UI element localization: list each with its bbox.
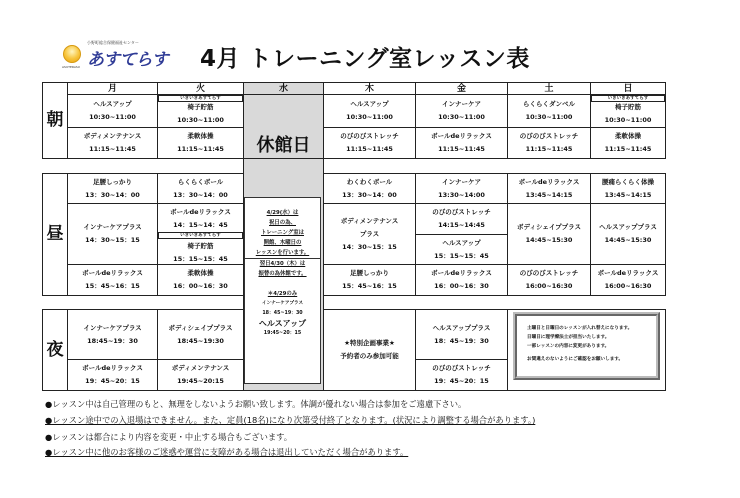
lesson-cell — [67, 127, 158, 159]
day-header-mon: 月 — [67, 82, 158, 95]
holiday-notice — [244, 197, 321, 384]
lesson-cell — [67, 203, 158, 265]
lesson-name: ボディシェイププラス — [168, 323, 233, 332]
lesson-name: インナーケア — [442, 177, 481, 186]
notice-line: お間違えのないようにご確認をお願いします。 — [527, 357, 624, 362]
lesson-time: 11:15~11:45 — [525, 145, 573, 153]
lesson-time: 18:45~19:30 — [177, 336, 224, 345]
lesson-name: インナーケアプラス — [83, 323, 142, 332]
notice-lesson-name: ヘルスアップ — [258, 319, 307, 328]
lesson-cell — [67, 264, 158, 296]
ikiiki-tag: いきいきあすてらす — [591, 95, 665, 102]
lesson-cell — [157, 264, 244, 296]
special-event-cell — [323, 309, 416, 391]
lesson-cell — [323, 127, 416, 159]
lesson-name: のびのびストレッチ — [340, 132, 399, 140]
lesson-cell — [323, 203, 416, 265]
lesson-time: 10:30~11:00 — [438, 113, 485, 121]
lesson-cell — [415, 173, 508, 204]
lesson-name: ボールdeリラックス — [431, 269, 492, 277]
special-event-note: 予約者のみ参加可能 — [340, 352, 399, 360]
lesson-cell — [590, 203, 666, 265]
lesson-time: 11:15~11:45 — [89, 145, 136, 153]
lesson-time: 15：15~15：45 — [434, 251, 489, 260]
lesson-cell — [507, 127, 591, 159]
lesson-time: 16:00~16:30 — [525, 282, 573, 290]
day-header-fri: 金 — [415, 82, 508, 95]
period-evening — [42, 309, 68, 391]
notice-line: 振替の為休館です。 — [258, 271, 307, 277]
lesson-time: 11:15~11:45 — [177, 145, 224, 153]
lesson-time: 10:30~11:00 — [346, 113, 393, 121]
lesson-name-line2: プラス — [359, 229, 380, 238]
lesson-name: 柔軟体操 — [187, 132, 214, 140]
lesson-name: 柔軟体操 — [615, 132, 641, 140]
lesson-cell — [157, 173, 244, 204]
period-label: 朝 — [46, 110, 64, 130]
footnote: ●レッスン中は自己管理のもと、無理をしないようお願い致します。体調が優れない場合は参加をご遠慮下さい。 — [45, 399, 467, 409]
lesson-time: 15：45~16：15 — [342, 282, 397, 290]
lesson-cell — [323, 173, 416, 204]
lesson-cell — [507, 264, 591, 296]
lesson-name: ヘルスアッププラス — [432, 323, 491, 332]
footnote: ●レッスン中に他のお客様のご迷惑や運営に支障がある場合は退出していただく場合があります。 — [45, 447, 409, 457]
lesson-name: 柔軟体操 — [187, 269, 214, 277]
lesson-cell — [415, 264, 508, 296]
lesson-time: 14：15~14：45 — [173, 221, 228, 229]
lesson-time: 18:45~19：30 — [87, 336, 138, 345]
lesson-time: 19：45~20：15 — [85, 377, 140, 385]
lesson-time: 14:15~14:45 — [438, 221, 485, 229]
lesson-cell — [415, 127, 508, 159]
notice-line: 一部レッスンの内容に変更があります。 — [527, 344, 610, 349]
lesson-time: 11:15~11:45 — [438, 145, 485, 153]
lesson-cell — [415, 309, 508, 360]
day-header-tue: 火 — [157, 82, 244, 95]
lesson-time: 10:30~11:00 — [89, 113, 136, 121]
lesson-time: 13：30~14：00 — [342, 190, 397, 199]
lesson-cell — [415, 94, 508, 128]
lesson-cell — [67, 359, 158, 391]
lesson-name: ボディメンテナンス — [83, 132, 142, 140]
notice-lesson-time: 19:45~20：15 — [263, 331, 302, 336]
lesson-time: 10:30~11:00 — [177, 116, 224, 124]
lesson-cell — [157, 203, 244, 235]
lesson-time: 16：00~16：30 — [173, 282, 228, 290]
logo-name: あすてらす — [87, 50, 168, 70]
lesson-time: 18：45~19：30 — [434, 336, 489, 345]
lesson-name: ヘルスアップ — [350, 100, 389, 108]
lesson-cell — [157, 127, 244, 159]
notice-line: 土曜日と日曜日のレッスンが入れ替えになります。 — [527, 326, 633, 331]
lesson-name: ボールdeリラックス — [82, 364, 143, 372]
lesson-cell — [67, 173, 158, 204]
lesson-time: 11:15~11:45 — [346, 145, 393, 153]
notice-line: 日曜日に理学療法士が担当いたします。 — [527, 335, 610, 340]
weekend-notice — [513, 312, 660, 380]
lesson-name: のびのびストレッチ — [432, 208, 491, 216]
closed-label: 休館日 — [256, 135, 311, 156]
lesson-time: 11:15~11:45 — [604, 145, 652, 153]
lesson-time: 14：30~15：15 — [85, 236, 140, 244]
lesson-cell — [507, 173, 591, 204]
lesson-name: のびのびストレッチ — [519, 269, 579, 277]
lesson-cell — [157, 309, 244, 360]
lesson-name: 椅子貯筋 — [615, 103, 641, 111]
lesson-time: 15：15~15：45 — [173, 254, 228, 263]
notice-line: 開館、木曜日の — [263, 240, 302, 246]
lesson-name: ヘルスアッププラス — [599, 223, 657, 231]
lesson-name: のびのびストレッチ — [432, 364, 491, 372]
lesson-name: ヘルスアップ — [93, 100, 132, 108]
lesson-name: 腰痛らくらく体操 — [602, 177, 654, 186]
lesson-time: 13：30~14：00 — [173, 190, 228, 199]
lesson-name: 椅子貯筋 — [187, 103, 214, 111]
lesson-name: ボールdeリラックス — [518, 177, 580, 186]
lesson-name: ヘルスアップ — [442, 238, 481, 247]
lesson-name: インナーケア — [442, 100, 481, 108]
lesson-name: 椅子貯筋 — [187, 241, 214, 250]
notice-lesson-name: インナーケアプラス — [261, 301, 304, 306]
lesson-name: わくわくボール — [346, 177, 393, 186]
lesson-name: 足腰しっかり — [350, 269, 389, 277]
lesson-time: 16:00~16:30 — [604, 282, 652, 290]
lesson-cell — [590, 127, 666, 159]
notice-lesson-time: 18：45~19：30 — [262, 311, 303, 316]
lesson-time: 14：30~15：15 — [342, 242, 397, 251]
lesson-cell — [323, 94, 416, 128]
lesson-time: 19：45~20：15 — [434, 377, 489, 385]
lesson-cell — [157, 359, 244, 391]
lesson-time: 13:45~14:15 — [604, 190, 652, 199]
lesson-name: 足腰しっかり — [93, 177, 132, 186]
logo-sun-icon — [63, 45, 81, 63]
lesson-cell — [590, 264, 666, 296]
lesson-cell — [415, 234, 508, 265]
lesson-time: 14:45~15:30 — [604, 236, 652, 244]
lesson-time: 10:30~11:00 — [525, 113, 573, 121]
lesson-time: 13:30~14:00 — [438, 190, 485, 199]
lesson-name: らくらくボール — [177, 177, 224, 186]
lesson-name: ボディメンテナンス — [340, 216, 399, 225]
lesson-name: ボールdeリラックス — [431, 132, 492, 140]
notice-line: 祝日の為、 — [269, 220, 296, 226]
lesson-time: 13:45~14:15 — [525, 190, 573, 199]
lesson-name: ボールdeリラックス — [170, 208, 231, 216]
closed-day-cell — [243, 94, 324, 159]
special-event-title: ★特別企画事業★ — [344, 339, 395, 347]
footnote: ●レッスン途中での入退場はできません。また、定員(18名)になり次第受付終了となります。(状況により調整する場合があります。) — [45, 415, 536, 425]
lesson-time: 10:30~11:00 — [604, 116, 652, 124]
lesson-time: 13：30~14：00 — [85, 190, 140, 199]
lesson-cell — [323, 264, 416, 296]
lesson-name: ボディメンテナンス — [171, 364, 230, 372]
notice-line: レッスンを行います。 — [245, 248, 320, 259]
lesson-cell — [415, 203, 508, 235]
day-header-thu: 木 — [323, 82, 416, 95]
lesson-time: 14:45~15:30 — [525, 236, 573, 244]
period-afternoon — [42, 173, 68, 296]
lesson-name: ボールdeリラックス — [597, 269, 659, 277]
lesson-name: のびのびストレッチ — [519, 132, 579, 140]
day-header-wed: 水 — [243, 82, 324, 95]
day-header-sun: 日 — [590, 82, 666, 95]
lesson-cell — [415, 359, 508, 391]
lesson-name: ボディシェイププラス — [517, 223, 581, 231]
lesson-cell — [67, 309, 158, 360]
ikiiki-tag: いきいきあすてらす — [158, 232, 243, 239]
footnote: ●レッスンは都合により内容を変更・中止する場合もございます。 — [45, 432, 293, 442]
lesson-cell — [590, 173, 666, 204]
logo-sub: ASUTERASU — [62, 65, 80, 69]
period-label: 夜 — [46, 339, 64, 360]
lesson-name: インナーケアプラス — [83, 223, 142, 231]
lesson-name: ボールdeリラックス — [82, 269, 143, 277]
lesson-cell — [67, 94, 158, 128]
day-header-sat: 土 — [507, 82, 591, 95]
notice-only-label: ＊4/29のみ — [267, 291, 298, 297]
period-label: 昼 — [46, 224, 64, 244]
page-title: 4月 トレーニング室レッスン表 — [200, 46, 530, 72]
notice-line: 翌日4/30（木）は — [259, 261, 306, 267]
notice-line: トレーニング室は — [260, 230, 305, 236]
lesson-name: らくらくダンベル — [522, 100, 576, 108]
lesson-cell — [507, 94, 591, 128]
lesson-time: 15：45~16：15 — [85, 282, 140, 290]
notice-line: 4/29(水）は — [266, 210, 299, 216]
ikiiki-tag: いきいきあすてらす — [158, 95, 243, 102]
period-morning — [42, 82, 68, 159]
lesson-time: 16：00~16：30 — [434, 282, 489, 290]
lesson-cell — [507, 203, 591, 265]
lesson-time: 19:45~20:15 — [177, 377, 224, 385]
logo-tagline: 小野町総合保健福祉センター — [87, 40, 139, 45]
